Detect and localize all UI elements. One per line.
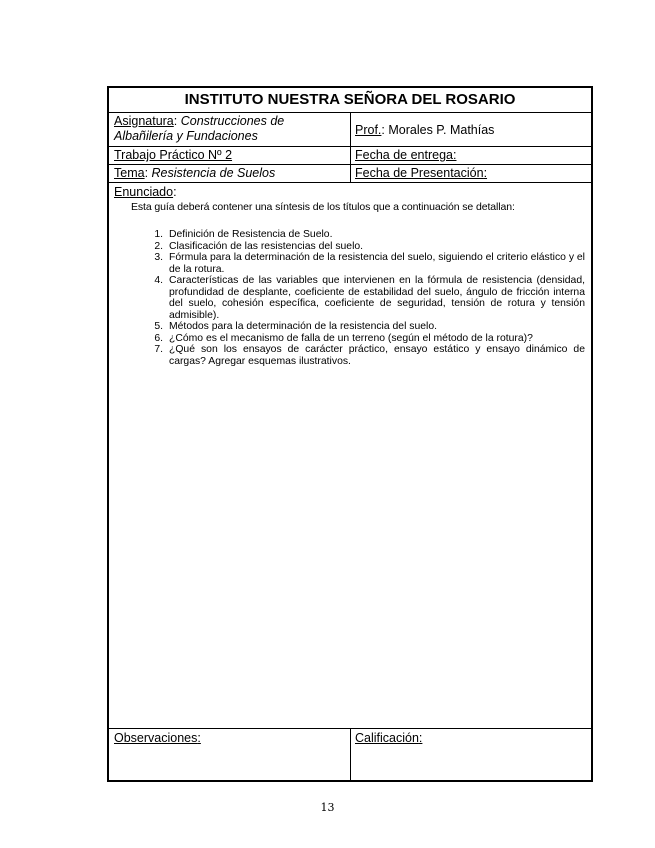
enunciado-heading: Enunciado: bbox=[114, 185, 177, 199]
enunciado-section bbox=[109, 183, 591, 729]
page-number: 13 bbox=[320, 801, 335, 814]
fecha-presentacion-cell: Fecha de Presentación: bbox=[355, 166, 488, 180]
trabajo-cell bbox=[109, 147, 351, 164]
evaluation-row bbox=[109, 729, 591, 780]
fecha-presentacion-label: Fecha de Presentación bbox=[355, 166, 484, 180]
list-item: 6. ¿Cómo es el mecanismo de falla de un terreno (según el método de la rotura)? bbox=[154, 332, 533, 344]
subject-row bbox=[109, 113, 591, 147]
asignatura-value-2: Albañilería y Fundaciones bbox=[114, 129, 258, 143]
prof-label: Prof. bbox=[355, 123, 382, 137]
enunciado-intro: Esta guía deberá contener una síntesis de los títulos que a continuación se detallan: bbox=[131, 201, 515, 213]
tema-cell: Tema: Resistencia de Suelos bbox=[109, 165, 351, 182]
list-item: 7. ¿Qué son los ensayos de carácter práctico, ensayo estático y ensayo dinámico de cargas? Agregar esquemas ilustrativos. bbox=[154, 344, 585, 367]
calificacion-cell: Calificación: bbox=[355, 731, 423, 745]
tema-label: Tema bbox=[114, 166, 145, 180]
fecha-entrega-label: Fecha de entrega bbox=[355, 148, 453, 162]
list-item: 1. Definición de Resistencia de Suelo. bbox=[154, 229, 333, 240]
calificacion-label: Calificación bbox=[355, 731, 419, 745]
topics-list bbox=[143, 229, 585, 367]
asignatura-label: Asignatura bbox=[114, 114, 174, 128]
list-item: 5. Métodos para la determinación de la resistencia del suelo. bbox=[154, 321, 438, 332]
institution-title: INSTITUTO NUESTRA SEÑORA DEL ROSARIO bbox=[109, 88, 591, 113]
asignatura-value-1: Construcciones de bbox=[180, 114, 285, 128]
trabajo-row bbox=[109, 147, 591, 165]
tema-row bbox=[109, 165, 591, 183]
list-item: 2. Clasificación de las resistencias del suelo. bbox=[154, 240, 364, 252]
list-item: 4. Características de las variables que intervienen en la fórmula de resistencia (densidad, profundidad de desplante, coeficiente de estabilidad del suelo, ángulo de fricción interna del suelo, cohesión específica, coeficiente de seguridad, tensión de rotura y tensión admisible). bbox=[154, 275, 585, 321]
tema-value: Resistencia de Suelos bbox=[151, 166, 276, 180]
prof-cell: Prof.: Morales P. Mathías bbox=[355, 123, 495, 137]
fecha-entrega-cell: Fecha de entrega: bbox=[355, 148, 457, 162]
asignatura-cell: Asignatura: Construcciones de Albañilería y Fundaciones bbox=[109, 113, 351, 146]
trabajo-label: Trabajo Práctico Nº 2 bbox=[114, 148, 233, 162]
list-item: 3. Fórmula para la determinación de la resistencia del suelo, siguiendo el criterio elástico y el de la rotura. bbox=[154, 252, 585, 275]
assignment-form bbox=[107, 86, 593, 782]
observaciones-cell: Observaciones: bbox=[109, 729, 351, 780]
observaciones-label: Observaciones bbox=[114, 731, 198, 745]
prof-value: Morales P. Mathías bbox=[388, 123, 495, 137]
